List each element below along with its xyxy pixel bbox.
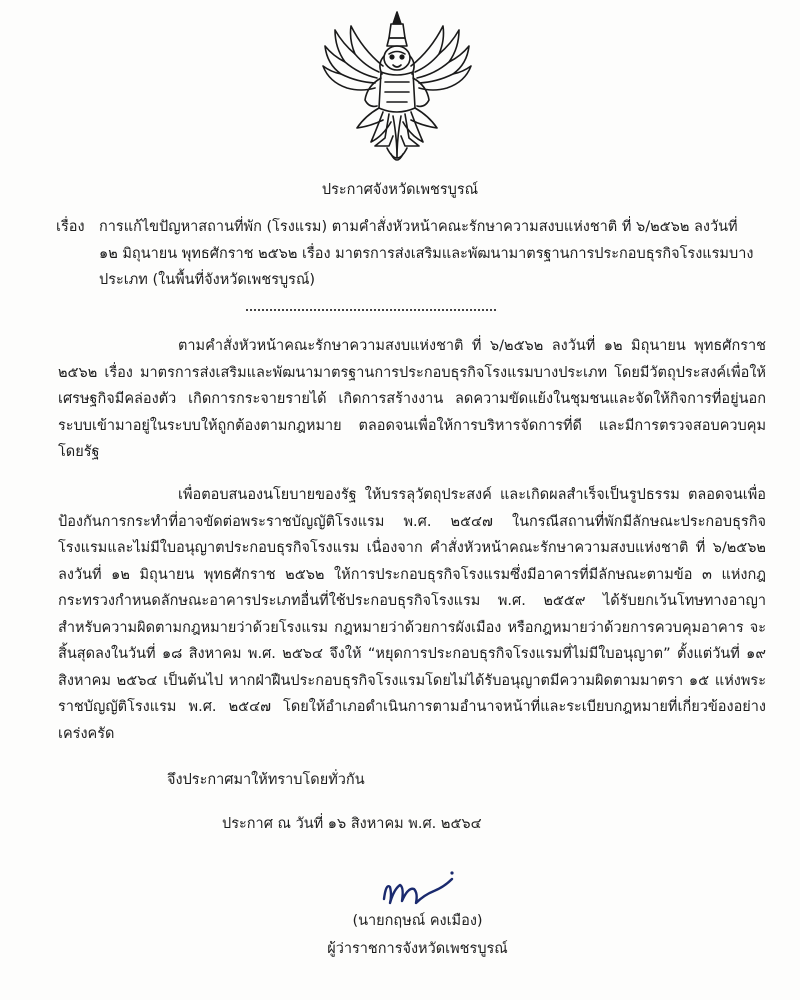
garuda-emblem-icon (305, 8, 490, 173)
announcement-title: ประกาศจังหวัดเพชรบูรณ์ (321, 182, 479, 198)
dotted-divider (246, 309, 496, 311)
body-paragraph-1: ตามคำสั่งหัวหน้าคณะรักษาความสงบแห่งชาติ ที่ ๖/๒๕๖๒ ลงวันที่ ๑๒ มิถุนายน พุทธศักราช ๒๕๖๒ เรื่อง มาตรการส่งเสริมและพัฒนามาตรฐานการประกอบธุรกิจโรงแรมบางประเภท โดยมีวัตถุประสงค์เพื่อให้เศรษฐกิจมีคล่องตัว เกิดการกระจายรายได้ เกิดการสร้างงาน ลดความขัดแย้งในชุมชนและจัดให้กิจการที่อยู่นอกระบบเข้ามาอยู่ในระบบให้ถูกต้องตามกฎหมาย ตลอดจนเพื่อให้การบริหารจัดการที่ดี และมีการตรวจสอบควบคุมโดยรัฐ (58, 338, 766, 460)
announcement-date: ประกาศ ณ วันที่ ๑๖ สิงหาคม พ.ศ. ๒๕๖๔ (222, 816, 482, 832)
subject-text: การแก้ไขปัญหาสถานที่พัก (โรงแรม) ตามคำสั่งหัวหน้าคณะรักษาความสงบแห่งชาติ ที่ ๖/๒๕๖๒ ลงวันที่ ๑๒ มิถุนายน พุทธศักราช ๒๕๖๒ เรื่อง มาตรการส่งเสริมและพัฒนามาตรฐานการประกอบธุรกิจโรงแรมบางประเภท (ในพื้นที่จังหวัดเพชรบูรณ์) (99, 219, 754, 288)
signature-icon (378, 865, 458, 910)
body-paragraph-2: เพื่อตอบสนองนโยบายของรัฐ ให้บรรลุวัตถุประสงค์ และเกิดผลสำเร็จเป็นรูปธรรม ตลอดจนเพื่อป้องกันการกระทำที่อาจขัดต่อพระราชบัญญัติโรงแรม พ.ศ. ๒๕๔๗ ในกรณีสถานที่พักมีลักษณะประกอบธุรกิจโรงแรมและไม่มีใบอนุญาตประกอบธุรกิจโรงแรม เนื่องจาก คำสั่งหัวหน้าคณะรักษาความสงบแห่งชาติ ที่ ๖/๒๕๖๒ ลงวันที่ ๑๒ มิถุนายน พุทธศักราช ๒๕๖๒ ให้การประกอบธุรกิจโรงแรมซึ่งมีอาคารที่มีลักษณะตามข้อ ๓ แห่งกฎกระทรวงกำหนดลักษณะอาคารประเภทอื่นที่ใช้ประกอบธุรกิจโรงแรม พ.ศ. ๒๕๕๙ ได้รับยกเว้นโทษทางอาญาสำหรับความผิดตามกฎหมายว่าด้วยโรงแรม กฎหมายว่าด้วยการผังเมือง หรือกฎหมายว่าด้วยการควบคุมอาคาร จะสิ้นสุดลงในวันที่ ๑๘ สิงหาคม พ.ศ. ๒๕๖๔ จึงให้ “หยุดการประกอบธุรกิจโรงแรมที่ไม่มีใบอนุญาต” ตั้งแต่วันที่ ๑๙ สิงหาคม ๒๕๖๔ เป็นต้นไป หากฝ่าฝืนประกอบธุรกิจโรงแรมโดยไม่ได้รับอนุญาตมีความผิดตามมาตรา ๑๕ แห่งพระราชบัญญัติโรงแรม พ.ศ. ๒๕๔๗ โดยให้อำเภอดำเนินการตามอำนาจหน้าที่และระเบียบกฎหมายที่เกี่ยวข้องอย่างเคร่งครัด (58, 487, 766, 742)
signatory-title: ผู้ว่าราชการจังหวัดเพชรบูรณ์ (327, 941, 508, 957)
signatory-name: (นายกฤษณ์ คงเมือง) (352, 913, 483, 929)
subject-label: เรื่อง (56, 219, 85, 235)
closing-statement: จึงประกาศมาให้ทราบโดยทั่วกัน (167, 772, 365, 788)
